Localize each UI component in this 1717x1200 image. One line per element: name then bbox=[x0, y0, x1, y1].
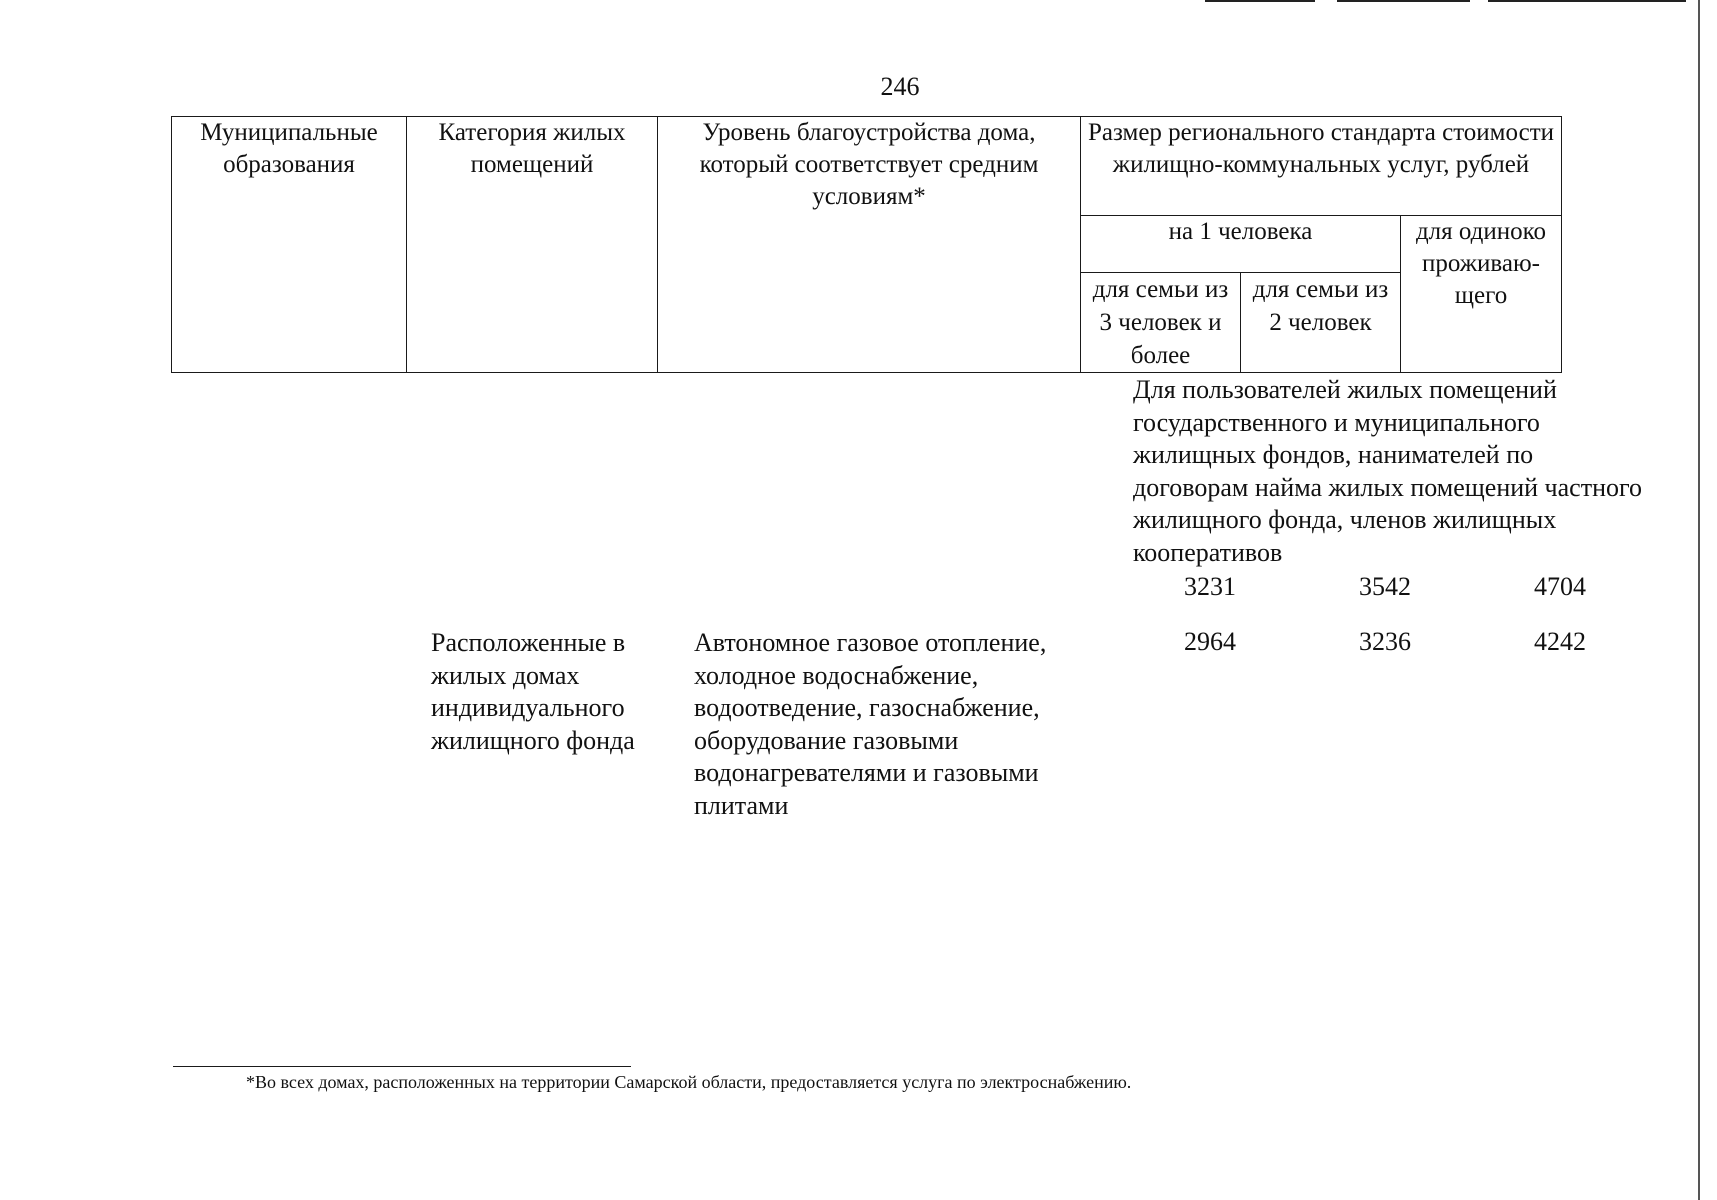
footnote: *Во всех домах, расположенных на территории Самарской области, предоставляется услуга по электроснабжению. bbox=[246, 1072, 1132, 1092]
row1-family-3: 3231 bbox=[1184, 572, 1236, 601]
row1-single: 4704 bbox=[1534, 572, 1586, 601]
row2-family-3: 2964 bbox=[1184, 627, 1236, 656]
header-standard-size: Размер регионального стандарта стоимости жилищно-коммунальных услуг, рублей bbox=[1081, 117, 1562, 216]
scan-mark bbox=[1337, 0, 1470, 2]
header-municipalities: Муниципальные образования bbox=[172, 117, 407, 373]
header-family-2: для семьи из 2 человек bbox=[1241, 273, 1401, 373]
row2-category: Расположенные в жилых домах индивидуального жилищного фонда bbox=[431, 628, 635, 755]
row2-family-2: 3236 bbox=[1359, 627, 1411, 656]
tenant-group-label: Для пользователей жилых помещений государственного и муниципального жилищных фондов, нанимателей по договорам найма жилых помещений частного жилищного фонда, членов жилищных кооперативов bbox=[1133, 375, 1643, 567]
standards-table-header bbox=[171, 116, 1562, 373]
row2-level: Автономное газовое отопление, холодное водоснабжение, водоотведение, газоснабжение, оборудование газовыми водонагревателями и газовыми плитами bbox=[694, 628, 1047, 820]
scan-mark bbox=[1205, 0, 1315, 2]
scan-mark bbox=[1488, 0, 1686, 2]
footnote-separator bbox=[173, 1066, 631, 1067]
page-number: 246 bbox=[880, 72, 920, 101]
header-level: Уровень благоустройства дома, который соответствует средним условиям* bbox=[658, 117, 1081, 373]
scan-mark bbox=[1698, 0, 1700, 1200]
header-single: для одиноко проживаю-щего bbox=[1401, 216, 1562, 373]
header-category: Категория жилых помещений bbox=[407, 117, 658, 373]
row1-family-2: 3542 bbox=[1359, 572, 1411, 601]
header-per-person: на 1 человека bbox=[1081, 216, 1401, 273]
header-family-3: для семьи из 3 человек и более bbox=[1081, 273, 1241, 373]
row2-single: 4242 bbox=[1534, 627, 1586, 656]
